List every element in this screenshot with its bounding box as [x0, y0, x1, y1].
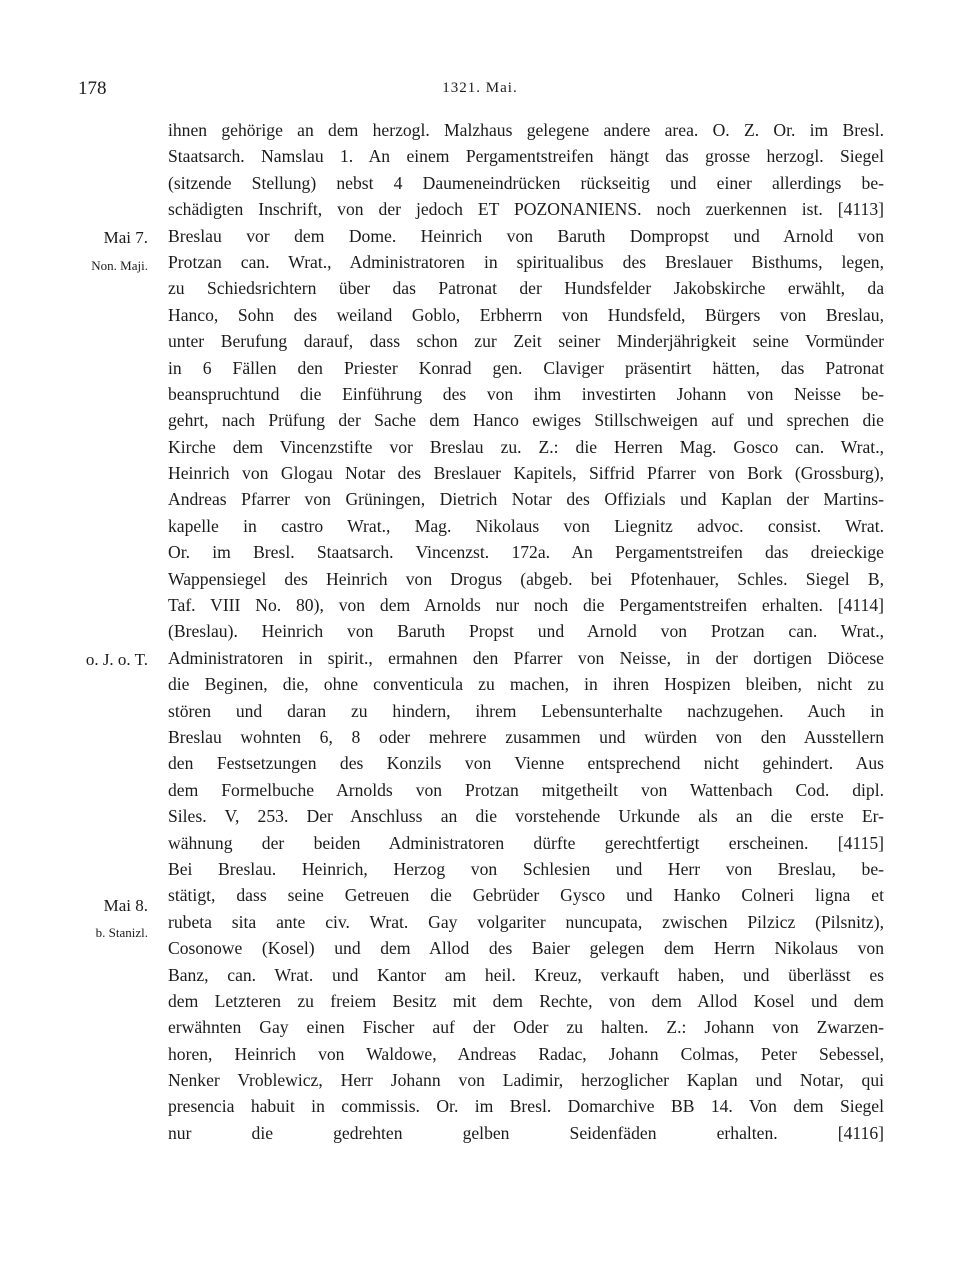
text-line: Protzan can. Wrat., Administratoren in spiritualibus des Breslauer Bisthums, legen, [168, 251, 884, 272]
margin-place-4116: b. Stanizl. [95, 925, 148, 940]
text-line: dem Letzteren zu freiem Besitz mit dem Rechte, von dem Allod Kosel und dem [168, 990, 884, 1011]
text-line: presencia habuit in commissis. Or. im Bresl. Domarchive BB 14. Von dem Siegel [168, 1096, 884, 1117]
text-line: Siles. V, 253. Der Anschluss an die vorstehende Urkunde als an die erste Er- [168, 806, 884, 827]
text-line: Administratoren in spirit., ermahnen den Pfarrer von Neisse, in der dortigen Diöcese [168, 647, 884, 668]
text-line: ihnen gehörige an dem herzogl. Malzhaus gelegene andere area. O. Z. Or. im Bresl. [168, 120, 884, 140]
text-line: nur die gedrehten gelben Seidenfäden erhalten. [4116] [168, 1122, 884, 1143]
margin-place-4114: Non. Maji. [91, 258, 148, 273]
text-line: Heinrich von Glogau Notar des Breslauer Kapitels, Siffrid Pfarrer von Bork (Grossburg), [168, 463, 884, 484]
margin-date-4114: Mai 7. [103, 228, 148, 247]
text-line: (sitzende Stellung) nebst 4 Daumeneindrücken rückseitig und einer allerdings be- [168, 172, 884, 193]
text-line: Taf. VIII No. 80), von dem Arnolds nur noch die Pergamentstreifen erhalten. [4114] [168, 595, 884, 616]
text-line: stören und daran zu hindern, ihrem Lebensunterhalte nachzugehen. Auch in [168, 700, 884, 721]
margin-date-4115: o. J. o. T. [85, 650, 148, 669]
margin-date-4116: Mai 8. [103, 896, 148, 915]
running-head: 1321. Mai. [442, 80, 518, 96]
text-line: Breslau vor dem Dome. Heinrich von Baruth Dompropst und Arnold von [168, 225, 884, 246]
text-line: Bei Breslau. Heinrich, Herzog von Schlesien und Herr von Breslau, be- [168, 858, 884, 879]
text-line: zu Schiedsrichtern über das Patronat der Hundsfelder Jakobskirche erwählt, da [168, 278, 884, 299]
text-line: erwähnten Gay einen Fischer auf der Oder zu halten. Z.: Johann von Zwarzen- [168, 1017, 884, 1038]
text-line: Banz, can. Wrat. und Kantor am heil. Kreuz, verkauft haben, und überlässt es [168, 964, 884, 985]
text-line: horen, Heinrich von Waldowe, Andreas Radac, Johann Colmas, Peter Sebessel, [168, 1043, 884, 1064]
text-line: Nenker Vroblewicz, Herr Johann von Ladimir, herzoglicher Kaplan und Notar, qui [168, 1070, 884, 1091]
text-line: Hanco, Sohn des weiland Goblo, Erbherrn von Hundsfeld, Bürgers von Breslau, [168, 304, 884, 325]
text-line: rubeta sita ante civ. Wrat. Gay volgariter nuncupata, zwischen Pilzicz (Pilsnitz), [168, 911, 884, 932]
text-line: Andreas Pfarrer von Grüningen, Dietrich Notar des Offizials und Kaplan der Martins- [168, 489, 884, 510]
text-line: Staatsarch. Namslau 1. An einem Pergamentstreifen hängt das grosse herzogl. Siegel [168, 146, 884, 167]
text-line: wähnung der beiden Administratoren dürfte gerechtfertigt erscheinen. [4115] [168, 832, 884, 853]
text-line: in 6 Fällen den Priester Konrad gen. Claviger präsentirt hätten, das Patronat [168, 357, 884, 378]
text-line: die Beginen, die, ohne conventicula zu machen, in ihren Hospizen bleiben, nicht zu [168, 674, 884, 695]
text-line: Cosonowe (Kosel) und dem Allod des Baier gelegen dem Herrn Nikolaus von [168, 938, 884, 959]
text-line: stätigt, dass seine Getreuen die Gebrüder Gysco und Hanko Colneri ligna et [168, 885, 884, 906]
text-line: Breslau wohnten 6, 8 oder mehrere zusammen und würden von den Ausstellern [168, 726, 884, 747]
text-line: schädigten Inschrift, von der jedoch ET POZONANIENS. noch zuerkennen ist. [4113] [168, 199, 884, 220]
text-line: unter Berufung darauf, dass schon zur Zeit seiner Minderjährigkeit seine Vormünder [168, 331, 884, 352]
text-line: den Festsetzungen des Konzils von Vienne entsprechend nicht gehindert. Aus [168, 753, 884, 774]
text-line: dem Formelbuche Arnolds von Protzan mitgetheilt von Wattenbach Cod. dipl. [168, 779, 884, 800]
text-line: kapelle in castro Wrat., Mag. Nikolaus von Liegnitz advoc. consist. Wrat. [168, 515, 884, 536]
text-line: gehrt, nach Prüfung der Sache dem Hanco ewiges Stillschweigen auf und sprechen die [168, 410, 884, 431]
page-number: 178 [78, 78, 107, 99]
text-line: Or. im Bresl. Staatsarch. Vincenzst. 172a. An Pergamentstreifen das dreieckige [168, 542, 884, 563]
text-line: Wappensiegel des Heinrich von Drogus (abgeb. bei Pfotenhauer, Schles. Siegel B, [168, 568, 884, 589]
text-line: beanspruchtund die Einführung des von ihm investirten Johann von Neisse be- [168, 383, 884, 404]
text-line: (Breslau). Heinrich von Baruth Propst und Arnold von Protzan can. Wrat., [168, 621, 884, 642]
body-text [168, 117, 884, 1146]
text-line: Kirche dem Vincenzstifte vor Breslau zu. Z.: die Herren Mag. Gosco can. Wrat., [168, 436, 884, 457]
